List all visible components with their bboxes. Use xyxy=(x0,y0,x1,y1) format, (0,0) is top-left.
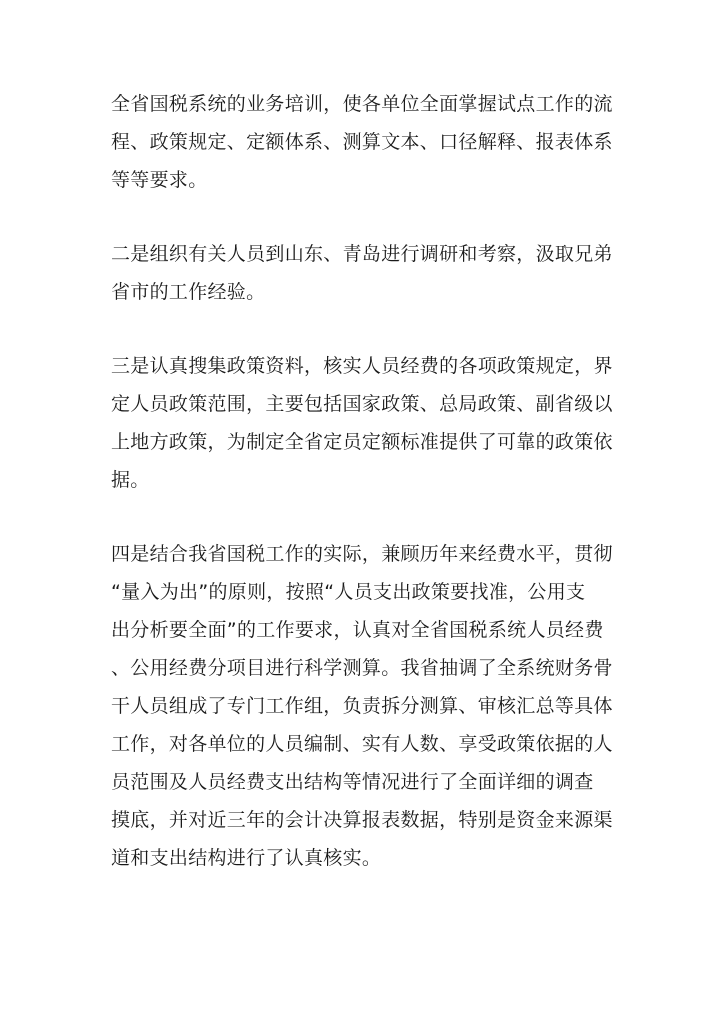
paragraph-4-line-7: 员范围及人员经费支出结构等情况进行了全面详细的调查 xyxy=(111,771,594,793)
paragraph-4-line-1: 四是结合我省国税工作的实际，兼顾历年来经费水平，贯彻 xyxy=(111,543,613,565)
paragraph-1-line-3: 等等要求。 xyxy=(111,169,208,191)
paragraph-3-line-1: 三是认真搜集政策资料，核实人员经费的各项政策规定，界 xyxy=(111,355,613,377)
paragraph-2-line-1: 二是组织有关人员到山东、青岛进行调研和考察，汲取兄弟 xyxy=(111,243,613,265)
paragraph-3-line-4: 据。 xyxy=(111,469,150,491)
paragraph-4-line-8: 摸底，并对近三年的会计决算报表数据，特别是资金来源渠 xyxy=(111,809,613,831)
paragraph-3-line-3: 上地方政策，为制定全省定员定额标准提供了可靠的政策依 xyxy=(111,431,613,453)
paragraph-4-line-5: 干人员组成了专门工作组，负责拆分测算、审核汇总等具体 xyxy=(111,695,613,717)
paragraph-4-line-3: 出分析要全面”的工作要求，认真对全省国税系统人员经费 xyxy=(111,619,604,641)
paragraph-2-line-2: 省市的工作经验。 xyxy=(111,281,266,303)
paragraph-4-line-6: 工作，对各单位的人员编制、实有人数、享受政策依据的人 xyxy=(111,733,613,755)
paragraph-4-line-4: 、公用经费分项目进行科学测算。我省抽调了全系统财务骨 xyxy=(111,657,613,679)
paragraph-1-line-1: 全省国税系统的业务培训，使各单位全面掌握试点工作的流 xyxy=(111,93,613,115)
paragraph-3-line-2: 定人员政策范围，主要包括国家政策、总局政策、副省级以 xyxy=(111,393,613,415)
paragraph-4-line-2: “量入为出”的原则，按照“人员支出政策要找准，公用支 xyxy=(111,581,586,603)
paragraph-4-line-9: 道和支出结构进行了认真核实。 xyxy=(111,847,382,869)
paragraph-1-line-2: 程、政策规定、定额体系、测算文本、口径解释、报表体系 xyxy=(111,131,613,153)
